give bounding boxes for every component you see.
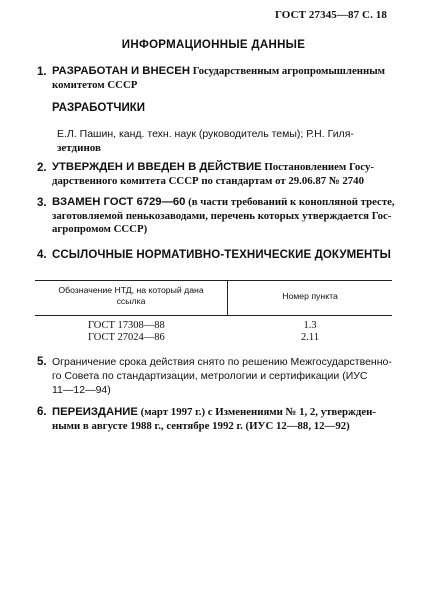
table-header-rule — [35, 315, 392, 316]
section-4-heading: ССЫЛОЧНЫЕ НОРМАТИВНО-ТЕХНИЧЕСКИЕ ДОКУМЕНТЫ — [52, 249, 391, 261]
section-3 — [52, 196, 402, 237]
developers-list — [57, 128, 402, 155]
section-3-text-b: заготовляемой пенькозаводами, перечень которых утверждается Гос- — [52, 209, 392, 222]
section-1-lead: РАЗРАБОТАН И ВНЕСЕН — [52, 65, 190, 77]
section-3-text-a: (в части требований к конопляной тресте, — [185, 196, 395, 208]
section-5-line-2: го Совета по стандартизации, метрологии и сертификации (ИУС — [52, 370, 368, 382]
developers-line-1: Е.Л. Пашин, канд. техн. наук (руководитель темы); Р.Н. Гиля- — [57, 128, 354, 140]
section-2 — [52, 161, 402, 188]
section-3-number: 3. — [37, 197, 47, 209]
table-row-1-document: ГОСТ 17308—88 — [88, 320, 165, 331]
section-1 — [52, 65, 402, 92]
table-row-2-document: ГОСТ 27024—86 — [88, 332, 165, 343]
section-6-lead: ПЕРЕИЗДАНИЕ — [52, 406, 138, 418]
section-1-text-a: Государственным агропромышленным — [190, 65, 385, 77]
table-header-clause: Номер пункта — [282, 291, 338, 301]
section-5-number: 5. — [37, 356, 47, 368]
table-top-rule — [35, 280, 392, 281]
table-header-document: Обозначение НТД, на который дана ссылка — [58, 285, 204, 306]
section-6-number: 6. — [37, 406, 47, 418]
section-1-number: 1. — [37, 66, 47, 78]
section-5 — [52, 355, 402, 397]
table-row-2-clause: 2.11 — [301, 332, 319, 343]
developers-line-2: зетдинов — [57, 141, 101, 154]
section-6-text-a: (март 1997 г.) с Изменениями № 1, 2, утвержден- — [137, 406, 376, 418]
table-row-1-clause: 1.3 — [303, 320, 317, 331]
section-5-line-1: Ограничение срока действия снято по решению Межгосударственно- — [52, 356, 392, 368]
developers-heading: РАЗРАБОТЧИКИ — [52, 102, 145, 114]
page-title: ИНФОРМАЦИОННЫЕ ДАННЫЕ — [121, 39, 306, 51]
section-3-lead: ВЗАМЕН ГОСТ 6729—60 — [52, 196, 186, 208]
section-2-text-b: дарственного комитета СССР по стандартам от 29.06.87 № 2740 — [52, 174, 364, 187]
page-header: ГОСТ 27345—87 С. 18 — [274, 9, 387, 21]
section-2-number: 2. — [37, 162, 47, 174]
section-2-lead: УТВЕРЖДЕН И ВВЕДЕН В ДЕЙСТВИЕ — [52, 161, 262, 173]
section-6-text-b: ными в августе 1988 г., сентябре 1992 г. (ИУС 12—88, 12—92) — [52, 420, 350, 432]
section-4-number: 4. — [37, 249, 47, 261]
section-6 — [52, 405, 402, 433]
section-1-text-b: комитетом СССР — [52, 78, 138, 91]
section-3-text-c: агропромом СССР) — [52, 223, 148, 235]
section-2-text-a: Постановлением Госу- — [261, 161, 374, 173]
section-5-line-3: 11—12—94) — [52, 384, 111, 396]
